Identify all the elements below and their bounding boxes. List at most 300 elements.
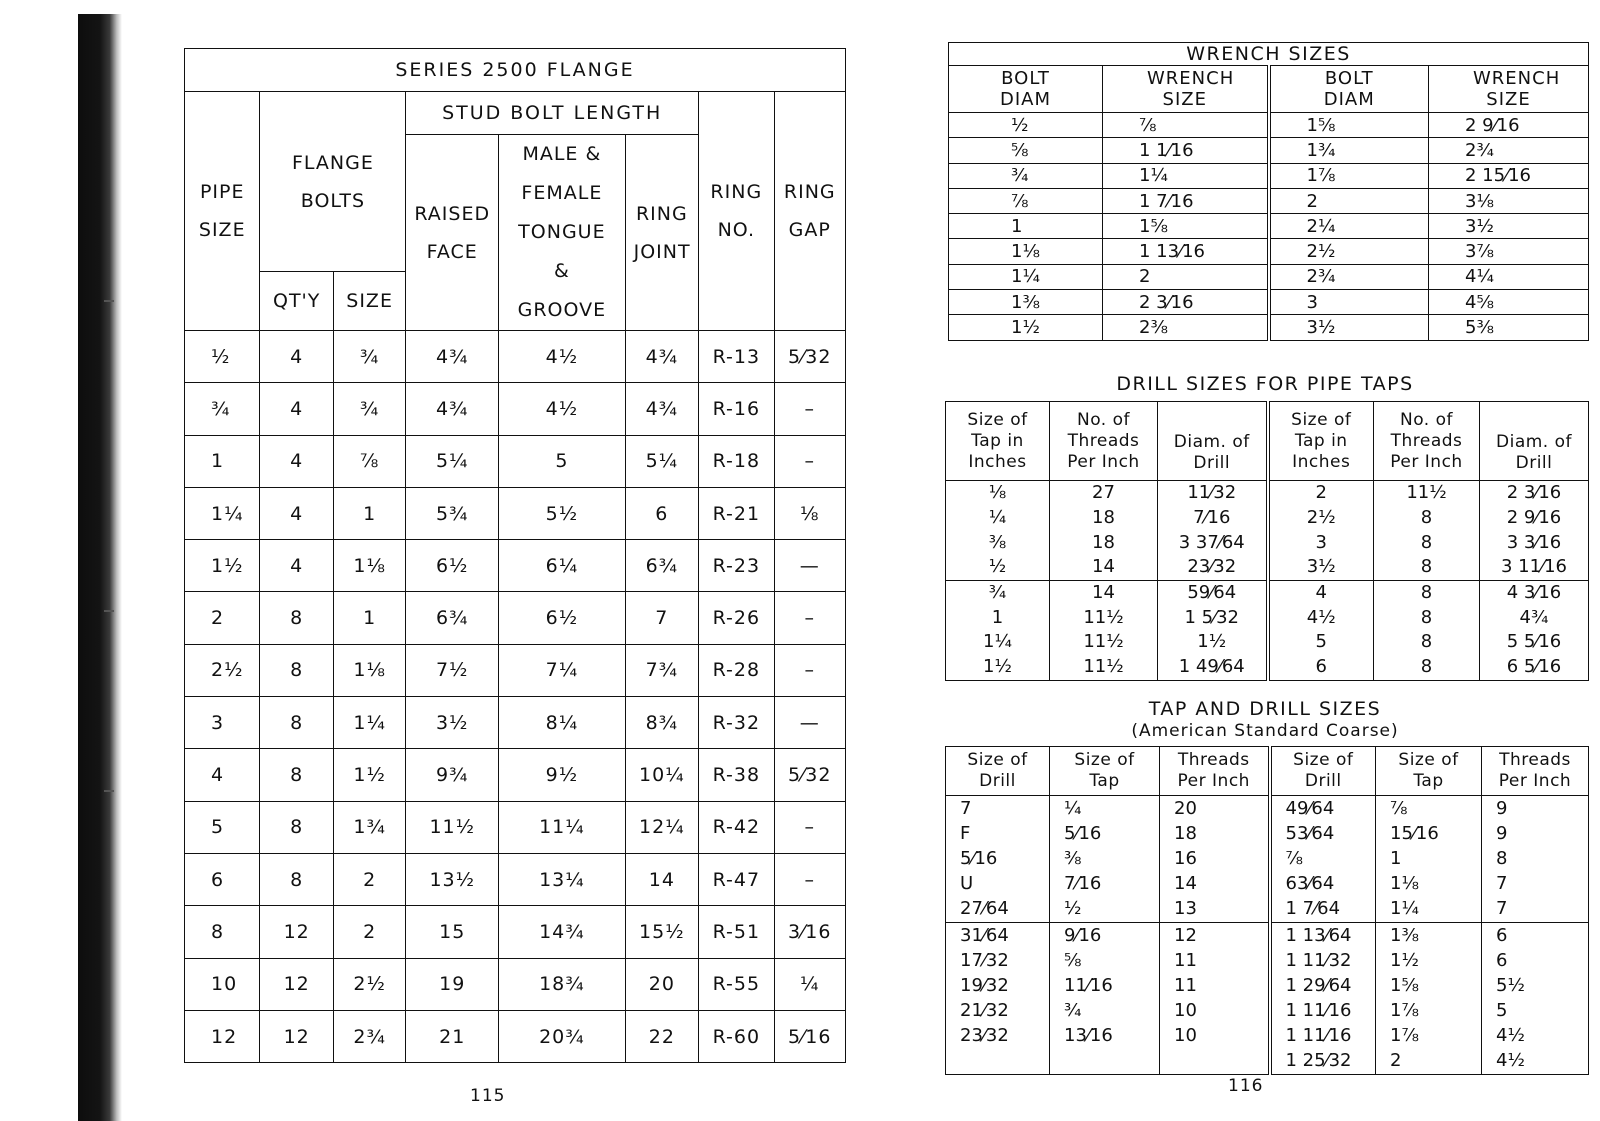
table-cell: 1 11⁄16 — [1270, 999, 1376, 1024]
table-cell — [946, 1049, 1050, 1075]
table-cell: 5¾ — [406, 487, 499, 539]
table-cell: 14 — [1160, 872, 1270, 897]
table-cell: 1 — [946, 605, 1050, 630]
table-cell: 14 — [1050, 580, 1158, 605]
table-cell: 8 — [260, 697, 333, 749]
table-cell: 10¼ — [625, 749, 698, 801]
table-cell: R-38 — [699, 749, 774, 801]
table-cell: ⅞ — [1376, 796, 1482, 822]
table-cell: 11¼ — [499, 801, 625, 853]
table-cell: 1½ — [1376, 948, 1482, 973]
table-cell: – — [774, 383, 845, 435]
table-cell: 1⅜ — [1376, 922, 1482, 948]
table-cell: 3⁄16 — [774, 906, 845, 958]
table-row — [946, 973, 1589, 998]
table-cell: 1 25⁄32 — [1270, 1049, 1376, 1075]
table-cell: 2 — [1269, 188, 1429, 213]
table-cell: F — [946, 821, 1050, 846]
table-row — [946, 821, 1589, 846]
table-row — [946, 1049, 1589, 1075]
table-cell: 8 — [260, 592, 333, 644]
table-cell: 6 — [1482, 948, 1589, 973]
table-cell: ⅜ — [946, 530, 1050, 555]
table-cell: 9½ — [499, 749, 625, 801]
table-row — [949, 315, 1589, 340]
table-cell: 2¾ — [1269, 264, 1429, 289]
header-ring-joint: RING JOINT — [625, 135, 698, 331]
table-title: WRENCH SIZES — [949, 43, 1589, 66]
table-cell: 9⁄16 — [1050, 922, 1160, 948]
table-cell: 7¾ — [625, 644, 698, 696]
table-cell: 11⁄32 — [1158, 481, 1268, 506]
table-cell: 12 — [260, 958, 333, 1010]
table-row — [949, 163, 1589, 188]
table-cell: ½ — [946, 555, 1050, 580]
table-cell: 7½ — [406, 644, 499, 696]
table-cell: 1 7⁄64 — [1270, 897, 1376, 923]
table-cell: 1½ — [185, 540, 260, 592]
table-cell: 2 9⁄16 — [1429, 113, 1589, 138]
header-wrench-size: WRENCH SIZE — [1429, 66, 1589, 113]
table-cell: 7¼ — [499, 644, 625, 696]
table-cell: 1¼ — [949, 264, 1103, 289]
table-cell: 4¾ — [1480, 605, 1589, 630]
table-cell: 10 — [1160, 999, 1270, 1024]
table-cell: 6½ — [499, 592, 625, 644]
table-cell: 1¾ — [333, 801, 405, 853]
tap-drill-sizes-table — [945, 746, 1589, 1075]
table-cell: 15½ — [625, 906, 698, 958]
table-cell: 1⅛ — [333, 540, 405, 592]
table-cell: 4½ — [1268, 605, 1374, 630]
table-cell: 4¾ — [625, 383, 698, 435]
table-cell: 2 — [1376, 1049, 1482, 1075]
table-cell: 49⁄64 — [1270, 796, 1376, 822]
table-cell: 3 — [185, 697, 260, 749]
table-cell: 2½ — [1269, 239, 1429, 264]
table-cell: 1¼ — [1103, 163, 1269, 188]
table-cell: 9¾ — [406, 749, 499, 801]
table-cell: 8¾ — [625, 697, 698, 749]
table-cell: 5⅜ — [1429, 315, 1589, 340]
table-cell: 27⁄64 — [946, 897, 1050, 923]
table-cell: 13½ — [406, 853, 499, 905]
table-cell: 4⅝ — [1429, 290, 1589, 315]
table-row — [185, 331, 846, 383]
table-cell: – — [774, 435, 845, 487]
table-row — [946, 506, 1589, 531]
table-cell: 1⅝ — [1376, 973, 1482, 998]
table-cell: R-16 — [699, 383, 774, 435]
table-cell: 5¼ — [406, 435, 499, 487]
table-cell: 1⅜ — [949, 290, 1103, 315]
table-cell: 6¾ — [625, 540, 698, 592]
table-row — [946, 580, 1589, 605]
header-wrench-size: WRENCH SIZE — [1103, 66, 1269, 113]
table-cell: 1⅞ — [1376, 999, 1482, 1024]
table-cell: ¾ — [946, 580, 1050, 605]
table-cell: 4 3⁄16 — [1480, 580, 1589, 605]
table-row — [185, 1010, 846, 1062]
table-row — [185, 697, 846, 749]
table-cell: 1¼ — [1376, 897, 1482, 923]
table-cell: 3 11⁄16 — [1480, 555, 1589, 580]
table-cell: 1½ — [1158, 630, 1268, 655]
table-cell: R-32 — [699, 697, 774, 749]
table-cell: 2⅜ — [1103, 315, 1269, 340]
table-title: SERIES 2500 FLANGE — [185, 49, 846, 92]
table-cell: 11 — [1160, 973, 1270, 998]
table-cell: 19⁄32 — [946, 973, 1050, 998]
table-row — [946, 897, 1589, 923]
table-cell: 12 — [1160, 922, 1270, 948]
table-cell: 5½ — [499, 487, 625, 539]
table-cell: 2½ — [1268, 506, 1374, 531]
table-cell — [1050, 1049, 1160, 1075]
table-cell: 1⅞ — [1376, 1024, 1482, 1049]
table-cell: 8 — [260, 853, 333, 905]
table-cell: 8 — [260, 749, 333, 801]
spine-mark — [104, 790, 114, 792]
table-cell: — — [774, 540, 845, 592]
header-threads: No. of Threads Per Inch — [1374, 402, 1480, 481]
table-row — [185, 801, 846, 853]
header-ring-no: RING NO. — [699, 92, 774, 331]
table-cell: 7⁄16 — [1050, 872, 1160, 897]
table-cell: 5½ — [1482, 973, 1589, 998]
table-cell — [1160, 1049, 1270, 1075]
table-cell: 21⁄32 — [946, 999, 1050, 1024]
table-cell: 5 5⁄16 — [1480, 630, 1589, 655]
table-row — [185, 906, 846, 958]
table-cell: 19 — [406, 958, 499, 1010]
header-bolt-diam: BOLT DIAM — [949, 66, 1103, 113]
table-cell: 12 — [260, 906, 333, 958]
header-ring-gap: RING GAP — [774, 92, 845, 331]
table-row — [185, 853, 846, 905]
table-cell: 6½ — [406, 540, 499, 592]
table-cell: 2 — [1268, 481, 1374, 506]
table-cell: 8¼ — [499, 697, 625, 749]
table-cell: 1 13⁄16 — [1103, 239, 1269, 264]
table-row — [185, 435, 846, 487]
table-row — [946, 630, 1589, 655]
header-raised-face: RAISED FACE — [406, 135, 499, 331]
table-cell: 12 — [260, 1010, 333, 1062]
table-row — [946, 999, 1589, 1024]
table-cell: 53⁄64 — [1270, 821, 1376, 846]
table-cell: ⅞ — [333, 435, 405, 487]
table-cell: 63⁄64 — [1270, 872, 1376, 897]
table-cell: 11½ — [406, 801, 499, 853]
table-row — [949, 188, 1589, 213]
table-row — [946, 555, 1589, 580]
table-cell: 4½ — [1482, 1024, 1589, 1049]
page-number: 116 — [1228, 1076, 1264, 1096]
table-cell: 17⁄32 — [946, 948, 1050, 973]
table-row — [185, 644, 846, 696]
table-row — [946, 872, 1589, 897]
table-cell: 1⅞ — [1269, 163, 1429, 188]
table-row — [185, 592, 846, 644]
table-cell: 1 — [949, 214, 1103, 239]
table-cell: 5⁄32 — [774, 331, 845, 383]
table-cell: – — [774, 801, 845, 853]
table-cell: 1¾ — [1269, 138, 1429, 163]
table-cell: 8 — [185, 906, 260, 958]
table-cell: 3½ — [1429, 214, 1589, 239]
table-cell: 2 3⁄16 — [1480, 481, 1589, 506]
table-cell: 3 — [1269, 290, 1429, 315]
table-cell: 8 — [1482, 846, 1589, 871]
table-row — [185, 540, 846, 592]
table-cell: 5⁄16 — [774, 1010, 845, 1062]
drill-sizes-pipe-taps-table — [945, 401, 1589, 681]
table-cell: R-18 — [699, 435, 774, 487]
table-cell: ½ — [185, 331, 260, 383]
table-cell: 1¼ — [185, 487, 260, 539]
header-tap-size: Size of Tap — [1376, 747, 1482, 796]
tap-drill-subtitle: (American Standard Coarse) — [1131, 721, 1399, 741]
table-cell: 6¼ — [499, 540, 625, 592]
table-cell: ½ — [1050, 897, 1160, 923]
table-cell: 3½ — [406, 697, 499, 749]
table-cell: ⅞ — [1270, 846, 1376, 871]
table-cell: 2 — [333, 853, 405, 905]
header-stud-bolt-length: STUD BOLT LENGTH — [406, 92, 699, 135]
table-row — [949, 290, 1589, 315]
header-male-female: MALE & FEMALE TONGUE & GROOVE — [499, 135, 625, 331]
table-cell: 4 — [185, 749, 260, 801]
table-cell: 9 — [1482, 821, 1589, 846]
table-cell: 2½ — [185, 644, 260, 696]
table-row — [949, 214, 1589, 239]
table-cell: 1⅛ — [1376, 872, 1482, 897]
header-drill-size: Size of Drill — [946, 747, 1050, 796]
table-cell: 2¾ — [1429, 138, 1589, 163]
table-cell: 2½ — [333, 958, 405, 1010]
header-drill-diam: Diam. of Drill — [1480, 402, 1589, 481]
header-tap-size: Size of Tap in Inches — [946, 402, 1050, 481]
table-row — [946, 530, 1589, 555]
table-cell: 2¼ — [1269, 214, 1429, 239]
table-cell: 23⁄32 — [1158, 555, 1268, 580]
table-cell: 5¼ — [625, 435, 698, 487]
header-tap-size: Size of Tap — [1050, 747, 1160, 796]
table-cell: 20 — [1160, 796, 1270, 822]
table-row — [949, 264, 1589, 289]
table-cell: ¾ — [333, 383, 405, 435]
table-cell: ¼ — [1050, 796, 1160, 822]
table-cell: 1 7⁄16 — [1103, 188, 1269, 213]
table-cell: 3 37⁄64 — [1158, 530, 1268, 555]
header-flange-bolts: FLANGE BOLTS — [260, 92, 406, 272]
spine-mark — [104, 300, 114, 302]
table-row — [949, 138, 1589, 163]
table-cell: 3⅞ — [1429, 239, 1589, 264]
table-cell: 3½ — [1268, 555, 1374, 580]
table-cell: 10 — [185, 958, 260, 1010]
table-cell: 8 — [1374, 555, 1480, 580]
table-cell: ¾ — [1050, 999, 1160, 1024]
table-row — [946, 948, 1589, 973]
table-cell: 1 1⁄16 — [1103, 138, 1269, 163]
table-cell: 3 — [1268, 530, 1374, 555]
table-cell: – — [774, 853, 845, 905]
table-cell: 8 — [260, 644, 333, 696]
table-cell: 7 — [946, 796, 1050, 822]
table-cell: ⅞ — [1103, 113, 1269, 138]
table-cell: 6 5⁄16 — [1480, 655, 1589, 680]
table-cell: ¾ — [333, 331, 405, 383]
table-cell: 4 — [260, 331, 333, 383]
table-cell: 27 — [1050, 481, 1158, 506]
table-cell: 9 — [1482, 796, 1589, 822]
table-row — [946, 846, 1589, 871]
table-cell: 13 — [1160, 897, 1270, 923]
table-cell: 22 — [625, 1010, 698, 1062]
header-drill-size: Size of Drill — [1270, 747, 1376, 796]
tap-drill-title: TAP AND DRILL SIZES — [1148, 698, 1382, 720]
table-cell: 4½ — [499, 383, 625, 435]
table-cell: 4¾ — [625, 331, 698, 383]
table-cell: 5 — [1268, 630, 1374, 655]
table-cell: 11½ — [1050, 630, 1158, 655]
table-cell: 5 — [1482, 999, 1589, 1024]
header-threads: Threads Per Inch — [1160, 747, 1270, 796]
header-threads: No. of Threads Per Inch — [1050, 402, 1158, 481]
table-cell: 1⅛ — [949, 239, 1103, 264]
table-cell: 4 — [260, 435, 333, 487]
table-cell: 2 — [185, 592, 260, 644]
table-cell: 4 — [1268, 580, 1374, 605]
table-cell: ⅛ — [774, 487, 845, 539]
table-cell: ¼ — [774, 958, 845, 1010]
table-cell: R-13 — [699, 331, 774, 383]
series-2500-flange-table — [184, 48, 846, 1063]
table-cell: 5⁄16 — [946, 846, 1050, 871]
table-cell: ⅝ — [949, 138, 1103, 163]
table-cell: 7 — [1482, 872, 1589, 897]
table-cell: 1½ — [333, 749, 405, 801]
table-cell: 15 — [406, 906, 499, 958]
table-cell: 15⁄16 — [1376, 821, 1482, 846]
table-cell: 1⅝ — [1269, 113, 1429, 138]
table-cell: 8 — [1374, 655, 1480, 680]
table-row — [185, 383, 846, 435]
header-tap-size: Size of Tap in Inches — [1268, 402, 1374, 481]
table-cell: 1 — [333, 487, 405, 539]
table-cell: 8 — [1374, 530, 1480, 555]
table-cell: 8 — [260, 801, 333, 853]
table-cell: 11½ — [1050, 655, 1158, 680]
table-cell: 7⁄16 — [1158, 506, 1268, 531]
table-cell: 13¼ — [499, 853, 625, 905]
table-cell: ⅛ — [946, 481, 1050, 506]
table-cell: R-28 — [699, 644, 774, 696]
table-cell: 1⅛ — [333, 644, 405, 696]
table-cell: R-55 — [699, 958, 774, 1010]
table-cell: 1¼ — [946, 630, 1050, 655]
table-cell: 18 — [1050, 506, 1158, 531]
header-bolt-diam: BOLT DIAM — [1269, 66, 1429, 113]
table-cell: 5 — [185, 801, 260, 853]
table-cell: 4 — [260, 487, 333, 539]
table-cell: 14 — [625, 853, 698, 905]
table-cell: R-47 — [699, 853, 774, 905]
table-cell: 18 — [1050, 530, 1158, 555]
table-cell: 11⁄16 — [1050, 973, 1160, 998]
header-qty: QT'Y — [260, 272, 333, 331]
table-cell: U — [946, 872, 1050, 897]
table-cell: – — [774, 592, 845, 644]
table-cell: 5⁄16 — [1050, 821, 1160, 846]
table-cell: 1 13⁄64 — [1270, 922, 1376, 948]
table-cell: 3½ — [1269, 315, 1429, 340]
table-row — [946, 655, 1589, 680]
table-cell: ⅝ — [1050, 948, 1160, 973]
table-cell: 20 — [625, 958, 698, 1010]
table-cell: 2 3⁄16 — [1103, 290, 1269, 315]
table-row — [185, 487, 846, 539]
table-cell: 1 49⁄64 — [1158, 655, 1268, 680]
table-row — [185, 749, 846, 801]
table-cell: 3⅛ — [1429, 188, 1589, 213]
table-cell: 6 — [1268, 655, 1374, 680]
header-drill-diam: Diam. of Drill — [1158, 402, 1268, 481]
table-row — [946, 605, 1589, 630]
table-cell: ½ — [949, 113, 1103, 138]
drill-table-title: DRILL SIZES FOR PIPE TAPS — [1116, 373, 1414, 395]
table-cell: 1½ — [949, 315, 1103, 340]
table-cell: 6¾ — [406, 592, 499, 644]
table-cell: 6 — [1482, 922, 1589, 948]
table-row — [946, 1024, 1589, 1049]
book-spine-shadow — [78, 14, 122, 1121]
table-cell: 10 — [1160, 1024, 1270, 1049]
table-cell: 6 — [625, 487, 698, 539]
table-cell: 1 11⁄32 — [1270, 948, 1376, 973]
table-cell: 7 — [1482, 897, 1589, 923]
table-cell: ⅞ — [949, 188, 1103, 213]
table-cell: 4½ — [1482, 1049, 1589, 1075]
table-cell: R-51 — [699, 906, 774, 958]
table-cell: 11 — [1160, 948, 1270, 973]
table-cell: 5 — [499, 435, 625, 487]
header-size: SIZE — [333, 272, 405, 331]
table-cell: ⅜ — [1050, 846, 1160, 871]
table-cell: 1 11⁄16 — [1270, 1024, 1376, 1049]
table-cell: 59⁄64 — [1158, 580, 1268, 605]
table-row — [949, 239, 1589, 264]
table-cell: 14 — [1050, 555, 1158, 580]
table-cell: 1 — [1376, 846, 1482, 871]
table-cell: 1 29⁄64 — [1270, 973, 1376, 998]
table-cell: 1½ — [946, 655, 1050, 680]
table-cell: 18 — [1160, 821, 1270, 846]
table-cell: 4½ — [499, 331, 625, 383]
table-cell: 8 — [1374, 506, 1480, 531]
table-cell: ¼ — [946, 506, 1050, 531]
table-cell: 5⁄32 — [774, 749, 845, 801]
wrench-sizes-table — [948, 42, 1589, 341]
table-cell: ¾ — [949, 163, 1103, 188]
header-pipe-size: PIPE SIZE — [185, 92, 260, 331]
table-cell: 4 — [260, 383, 333, 435]
table-cell: 31⁄64 — [946, 922, 1050, 948]
table-row — [949, 113, 1589, 138]
table-cell: 2¾ — [333, 1010, 405, 1062]
